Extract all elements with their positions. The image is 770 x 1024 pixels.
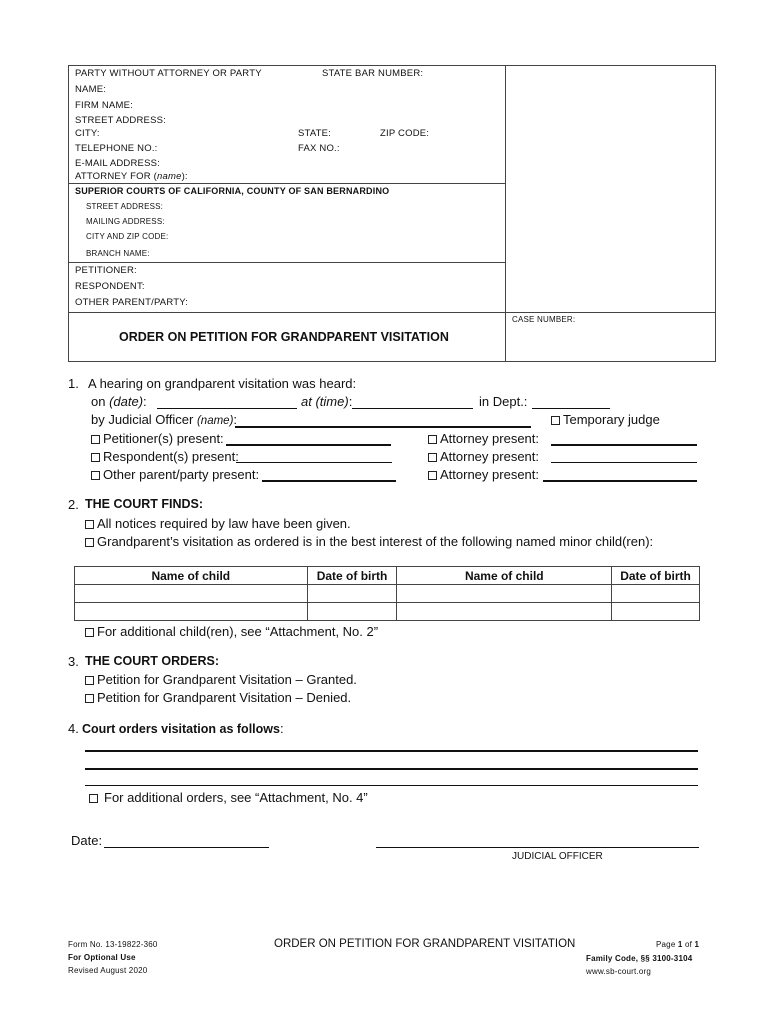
additional-children-option[interactable]: For additional child(ren), see “Attachment, No. 2” bbox=[85, 624, 378, 639]
judicial-officer-label: by Judicial Officer (name): bbox=[91, 412, 238, 427]
state-bar-label: STATE BAR NUMBER: bbox=[322, 68, 424, 79]
dob-cell[interactable] bbox=[307, 603, 397, 621]
child-name-cell[interactable] bbox=[397, 603, 612, 621]
col-header-child-name-1: Name of child bbox=[75, 567, 308, 585]
attorney-present-option-1[interactable]: Attorney present: bbox=[428, 431, 539, 446]
hearing-date-label: on (date): bbox=[91, 394, 147, 409]
respondent-label: RESPONDENT: bbox=[75, 281, 145, 292]
attorney-present-field-2[interactable] bbox=[551, 462, 697, 463]
children-table-header bbox=[75, 567, 700, 585]
date-field[interactable] bbox=[104, 847, 269, 848]
respondent-present-field[interactable] bbox=[236, 462, 392, 463]
petitioner-present-field[interactable] bbox=[226, 444, 391, 446]
granted-checkbox[interactable] bbox=[85, 676, 94, 685]
child-name-cell[interactable] bbox=[75, 585, 308, 603]
table-row bbox=[75, 585, 700, 603]
hearing-time-label: at (time): bbox=[301, 394, 353, 409]
temporary-judge-checkbox[interactable] bbox=[551, 416, 560, 425]
section1-heading: A hearing on grandparent visitation was heard: bbox=[88, 376, 357, 391]
child-name-cell[interactable] bbox=[75, 603, 308, 621]
notices-checkbox[interactable] bbox=[85, 520, 94, 529]
col-header-child-name-2: Name of child bbox=[397, 567, 612, 585]
caption-rule-3 bbox=[68, 312, 716, 313]
hearing-date-field[interactable] bbox=[157, 408, 297, 409]
zip-label: ZIP CODE: bbox=[380, 128, 430, 139]
hearing-time-field[interactable] bbox=[352, 408, 473, 409]
additional-orders-option[interactable]: For additional orders, see “Attachment, No. 4” bbox=[89, 790, 368, 805]
dob-cell[interactable] bbox=[612, 603, 700, 621]
denied-option[interactable]: Petition for Grandparent Visitation – Denied. bbox=[85, 690, 351, 705]
caption-divider bbox=[505, 65, 506, 362]
visitation-order-line-1[interactable] bbox=[85, 750, 698, 752]
street-label: STREET ADDRESS: bbox=[75, 115, 166, 126]
court-street-label: STREET ADDRESS: bbox=[86, 202, 164, 211]
section3-heading: THE COURT ORDERS: bbox=[85, 654, 220, 668]
notices-option[interactable]: All notices required by law have been given. bbox=[85, 516, 351, 531]
footer-title: ORDER ON PETITION FOR GRANDPARENT VISITATION bbox=[274, 938, 576, 950]
respondent-present-option[interactable]: Respondent(s) present: bbox=[91, 449, 239, 464]
name-label: NAME: bbox=[75, 84, 107, 95]
footer-form-number: Form No. 13-19822-360 bbox=[68, 940, 158, 949]
section4-number: 4. bbox=[68, 721, 79, 736]
temporary-judge-option[interactable]: Temporary judge bbox=[551, 412, 660, 427]
section2-heading: THE COURT FINDS: bbox=[85, 497, 204, 511]
party-label: PARTY WITHOUT ATTORNEY OR PARTY bbox=[75, 68, 262, 79]
attorney-present-checkbox-1[interactable] bbox=[428, 435, 437, 444]
court-city-label: CITY AND ZIP CODE: bbox=[86, 232, 169, 241]
attorney-present-option-3[interactable]: Attorney present: bbox=[428, 467, 539, 482]
fax-label: FAX NO.: bbox=[298, 143, 340, 154]
caption-box bbox=[68, 65, 716, 362]
judicial-officer-field[interactable] bbox=[235, 426, 531, 428]
dept-label: in Dept.: bbox=[479, 394, 528, 409]
dept-field[interactable] bbox=[532, 408, 610, 409]
judicial-officer-signature-line[interactable] bbox=[376, 847, 699, 848]
footer-family-code: Family Code, §§ 3100-3104 bbox=[586, 954, 693, 963]
respondent-present-checkbox[interactable] bbox=[91, 453, 100, 462]
state-label: STATE: bbox=[298, 128, 332, 139]
dob-cell[interactable] bbox=[612, 585, 700, 603]
case-number-label: CASE NUMBER: bbox=[512, 315, 576, 324]
email-label: E-MAIL ADDRESS: bbox=[75, 158, 161, 169]
attorney-present-option-2[interactable]: Attorney present: bbox=[428, 449, 539, 464]
attorney-present-checkbox-2[interactable] bbox=[428, 453, 437, 462]
child-name-cell[interactable] bbox=[397, 585, 612, 603]
footer-website: www.sb-court.org bbox=[586, 967, 651, 976]
attorney-present-field-3[interactable] bbox=[543, 480, 697, 482]
denied-checkbox[interactable] bbox=[85, 694, 94, 703]
visitation-order-line-3[interactable] bbox=[85, 785, 698, 786]
footer-revised: Revised August 2020 bbox=[68, 966, 148, 975]
additional-orders-checkbox[interactable] bbox=[89, 794, 98, 803]
form-title: ORDER ON PETITION FOR GRANDPARENT VISITATION bbox=[119, 330, 449, 344]
telephone-label: TELEPHONE NO.: bbox=[75, 143, 158, 154]
judicial-officer-caption: JUDICIAL OFFICER bbox=[512, 851, 603, 862]
other-present-field[interactable] bbox=[262, 480, 396, 482]
footer-page: Page 1 of 1 bbox=[656, 940, 700, 949]
caption-rule-1 bbox=[68, 183, 505, 184]
other-present-option[interactable]: Other parent/party present: bbox=[91, 467, 259, 482]
other-present-checkbox[interactable] bbox=[91, 471, 100, 480]
section4-heading: Court orders visitation as follows: bbox=[82, 721, 284, 736]
court-mailing-label: MAILING ADDRESS: bbox=[86, 217, 165, 226]
other-party-label: OTHER PARENT/PARTY: bbox=[75, 297, 189, 308]
col-header-dob-2: Date of birth bbox=[612, 567, 700, 585]
section1-number: 1. bbox=[68, 376, 79, 391]
petitioner-present-checkbox[interactable] bbox=[91, 435, 100, 444]
city-label: CITY: bbox=[75, 128, 100, 139]
visitation-order-line-2[interactable] bbox=[85, 768, 698, 770]
best-interest-option[interactable]: Grandparent’s visitation as ordered is in the best interest of the following named minor child(ren): bbox=[85, 534, 653, 549]
attorney-for-label: ATTORNEY FOR (name): bbox=[75, 171, 188, 182]
additional-children-checkbox[interactable] bbox=[85, 628, 94, 637]
petitioner-present-option[interactable]: Petitioner(s) present: bbox=[91, 431, 224, 446]
col-header-dob-1: Date of birth bbox=[307, 567, 397, 585]
section2-number: 2. bbox=[68, 497, 79, 512]
court-branch-label: BRANCH NAME: bbox=[86, 249, 150, 258]
caption-rule-2 bbox=[68, 262, 505, 263]
court-title: SUPERIOR COURTS OF CALIFORNIA, COUNTY OF SAN BERNARDINO bbox=[75, 186, 390, 196]
section3-number: 3. bbox=[68, 654, 79, 669]
dob-cell[interactable] bbox=[307, 585, 397, 603]
date-label: Date: bbox=[71, 833, 103, 848]
table-row bbox=[75, 603, 700, 621]
footer-optional-use: For Optional Use bbox=[68, 953, 136, 962]
attorney-present-checkbox-3[interactable] bbox=[428, 471, 437, 480]
best-interest-checkbox[interactable] bbox=[85, 538, 94, 547]
granted-option[interactable]: Petition for Grandparent Visitation – Granted. bbox=[85, 672, 357, 687]
attorney-present-field-1[interactable] bbox=[551, 444, 697, 446]
petitioner-label: PETITIONER: bbox=[75, 265, 137, 276]
children-table bbox=[74, 566, 700, 621]
firm-label: FIRM NAME: bbox=[75, 100, 133, 111]
